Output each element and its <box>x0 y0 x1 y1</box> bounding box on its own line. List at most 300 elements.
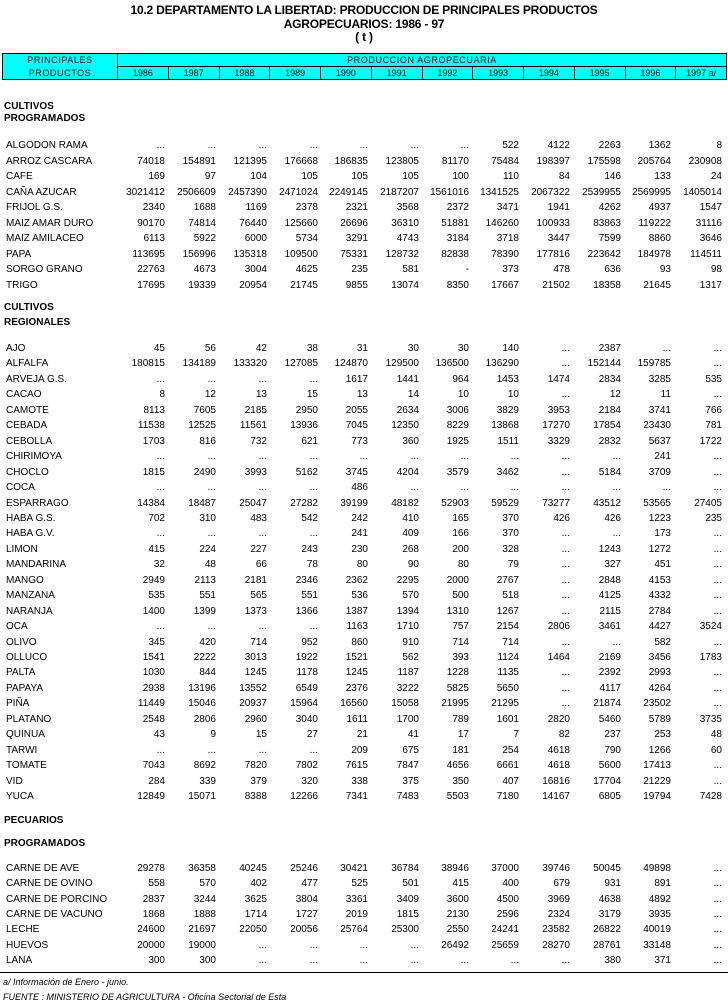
production-value: 4153 <box>648 575 671 586</box>
production-value: 1317 <box>699 280 722 291</box>
production-value: 4937 <box>648 202 671 213</box>
production-value: 81170 <box>441 156 469 167</box>
production-value: 350 <box>452 776 469 787</box>
production-value: 536 <box>351 590 368 601</box>
production-value: 2378 <box>295 202 318 213</box>
production-value: 48182 <box>391 498 419 509</box>
production-value: ... <box>309 451 318 462</box>
production-value: 371 <box>654 955 671 966</box>
production-value: 525 <box>351 878 368 889</box>
product-name: LANA <box>6 955 33 966</box>
production-value: 2993 <box>648 667 671 678</box>
production-value: 21229 <box>643 776 671 787</box>
production-value: 732 <box>250 436 267 447</box>
production-value: 43 <box>153 729 165 740</box>
production-value: 25246 <box>290 863 318 874</box>
production-value: 451 <box>654 559 671 570</box>
production-value: 133320 <box>233 358 267 369</box>
production-value: 15 <box>255 729 267 740</box>
production-value: 3040 <box>295 714 318 725</box>
production-value: 2187207 <box>380 187 419 198</box>
production-value: ... <box>612 637 621 648</box>
product-name: MANGO <box>6 575 44 586</box>
production-value: 7599 <box>598 233 621 244</box>
production-value: 1245 <box>244 667 267 678</box>
production-value: 284 <box>148 776 165 787</box>
product-name: PALTA <box>6 667 36 678</box>
production-value: ... <box>207 621 216 632</box>
production-value: 146 <box>604 171 621 182</box>
footnote-source: FUENTE : MINISTERIO DE AGRICULTURA - Oficina Sectorial de Esta <box>3 992 287 1002</box>
production-value: 80 <box>356 559 368 570</box>
production-value: ... <box>561 575 570 586</box>
production-value: 18487 <box>188 498 216 509</box>
production-value: 380 <box>604 955 621 966</box>
production-value: 169 <box>148 171 165 182</box>
table-row <box>0 449 728 464</box>
production-value: 27405 <box>694 498 722 509</box>
production-value: 3006 <box>446 405 469 416</box>
production-value: 2249145 <box>329 187 368 198</box>
production-value: 2960 <box>244 714 267 725</box>
table-row <box>0 743 728 758</box>
product-name: CAFE <box>6 171 33 182</box>
production-value: 1394 <box>396 606 419 617</box>
production-value: 1925 <box>446 436 469 447</box>
production-value: 12350 <box>391 420 419 431</box>
production-value: 20056 <box>290 924 318 935</box>
production-value: 1362 <box>648 140 671 151</box>
production-value: 23582 <box>542 924 570 935</box>
production-value: 3804 <box>295 894 318 905</box>
production-value: ... <box>460 140 469 151</box>
product-name: CEBADA <box>6 420 48 431</box>
production-value: 3456 <box>648 652 671 663</box>
production-value: 328 <box>502 544 519 555</box>
production-value: 2596 <box>496 909 519 920</box>
production-value: 3462 <box>496 467 519 478</box>
production-value: ... <box>713 667 722 678</box>
production-value: 17695 <box>137 280 165 291</box>
header-year: 1986 <box>132 68 153 78</box>
production-value: 74814 <box>188 218 216 229</box>
production-value: 3471 <box>496 202 519 213</box>
product-name: LECHE <box>6 924 40 935</box>
production-value: 25659 <box>491 940 519 951</box>
production-value: 184978 <box>637 249 671 260</box>
production-value: 4625 <box>295 264 318 275</box>
production-value: 2834 <box>598 374 621 385</box>
product-name: ARROZ CASCARA <box>6 156 93 167</box>
production-value: 407 <box>502 776 519 787</box>
production-value: ... <box>309 374 318 385</box>
production-value: ... <box>561 667 570 678</box>
production-value: 19000 <box>188 940 216 951</box>
production-value: 11561 <box>239 420 267 431</box>
production-value: 400 <box>502 878 519 889</box>
production-value: 90 <box>407 559 419 570</box>
production-value: 43512 <box>593 498 621 509</box>
product-name: TARWI <box>6 745 38 756</box>
production-value: 15964 <box>290 698 318 709</box>
production-value: 26696 <box>340 218 368 229</box>
production-value: 22050 <box>239 924 267 935</box>
section-title: REGIONALES <box>4 317 71 328</box>
production-value: 4500 <box>496 894 519 905</box>
production-value: 110 <box>503 171 519 182</box>
production-value: 3409 <box>396 894 419 905</box>
production-value: 2848 <box>598 575 621 586</box>
production-value: 146260 <box>485 218 519 229</box>
product-name: NARANJA <box>6 606 53 617</box>
production-value: ... <box>410 955 419 966</box>
production-value: 1228 <box>446 667 469 678</box>
production-value: 5922 <box>193 233 216 244</box>
production-value: 3735 <box>699 714 722 725</box>
production-value: 79 <box>507 559 519 570</box>
production-value: 119222 <box>638 218 671 229</box>
production-value: 1868 <box>142 909 165 920</box>
production-value: 3745 <box>345 467 368 478</box>
header-year: 1995 <box>574 67 625 79</box>
production-value: 127085 <box>284 358 318 369</box>
production-value: 21295 <box>491 698 519 709</box>
production-value: 30 <box>407 343 419 354</box>
table-row <box>0 542 728 557</box>
production-value: 11449 <box>137 698 165 709</box>
table-row <box>0 774 728 789</box>
production-value: 501 <box>402 878 419 889</box>
production-value: 13936 <box>290 420 318 431</box>
production-value: 13074 <box>391 280 419 291</box>
production-value: 14167 <box>542 791 570 802</box>
table-row <box>0 341 728 356</box>
production-value: 3291 <box>345 233 368 244</box>
production-value: 1267 <box>496 606 519 617</box>
production-value: ... <box>713 909 722 920</box>
production-value: 1441 <box>396 374 419 385</box>
production-value: 2938 <box>142 683 165 694</box>
production-value: 3969 <box>547 894 570 905</box>
production-value: 360 <box>402 436 419 447</box>
production-value: 200 <box>452 544 469 555</box>
production-value: 790 <box>604 745 621 756</box>
production-value: 129500 <box>385 358 419 369</box>
production-value: 816 <box>199 436 216 447</box>
production-value: 1405014 <box>683 187 722 198</box>
production-value: 1561016 <box>430 187 469 198</box>
production-value: 241 <box>654 451 671 462</box>
production-value: 84 <box>558 171 570 182</box>
table-header <box>2 53 727 80</box>
production-value: 28761 <box>593 940 621 951</box>
production-value: 13 <box>255 389 267 400</box>
production-value: 2295 <box>396 575 419 586</box>
production-value: 500 <box>452 590 469 601</box>
table-row <box>0 154 728 169</box>
production-value: 714 <box>502 637 519 648</box>
production-value: 379 <box>250 776 267 787</box>
production-value: 1366 <box>295 606 318 617</box>
production-value: 36310 <box>391 218 419 229</box>
production-value: 338 <box>351 776 368 787</box>
production-value: 175598 <box>587 156 621 167</box>
production-value: 224 <box>199 544 216 555</box>
production-value: 30 <box>457 343 469 354</box>
production-value: 4638 <box>598 894 621 905</box>
production-value: ... <box>713 894 722 905</box>
production-value: 25300 <box>391 924 419 935</box>
product-name: MAIZ AMAR DURO <box>6 218 94 229</box>
production-value: 60 <box>710 745 722 756</box>
header-year: 1996 <box>625 67 676 79</box>
production-value: 5184 <box>598 467 621 478</box>
production-value: 1703 <box>142 436 165 447</box>
production-value: 17704 <box>593 776 621 787</box>
product-name: PAPA <box>6 249 32 260</box>
production-value: 241 <box>351 528 368 539</box>
production-value: 570 <box>402 590 419 601</box>
production-value: 51881 <box>441 218 469 229</box>
production-value: 17854 <box>593 420 621 431</box>
production-value: 483 <box>250 513 267 524</box>
production-value: 773 <box>351 436 368 447</box>
product-name: ARVEJA G.S. <box>6 374 67 385</box>
product-name: MAIZ AMILACEO <box>6 233 84 244</box>
production-value: 4427 <box>648 621 671 632</box>
production-value: ... <box>207 482 216 493</box>
production-value: ... <box>309 621 318 632</box>
production-value: 2837 <box>142 894 165 905</box>
production-value: 375 <box>402 776 419 787</box>
production-value: ... <box>309 745 318 756</box>
production-value: 105 <box>301 171 318 182</box>
production-value: 1464 <box>547 652 570 663</box>
production-value: ... <box>156 482 165 493</box>
production-value: 3244 <box>193 894 216 905</box>
production-value: 891 <box>654 878 671 889</box>
production-value: 33148 <box>643 940 671 951</box>
table-row <box>0 557 728 572</box>
production-value: 931 <box>604 878 621 889</box>
production-value: 3285 <box>648 374 671 385</box>
production-value: ... <box>510 451 519 462</box>
product-name: CARNE DE AVE <box>6 863 80 874</box>
product-name: PAPAYA <box>6 683 44 694</box>
product-name: FRIJOL G.S. <box>6 202 63 213</box>
product-name: CACAO <box>6 389 42 400</box>
production-value: ... <box>713 451 722 462</box>
product-name: CARNE DE OVINO <box>6 878 93 889</box>
production-value: 1243 <box>598 544 621 555</box>
production-value: 2506609 <box>177 187 216 198</box>
production-value: ... <box>713 343 722 354</box>
production-value: 209 <box>351 745 368 756</box>
header-year: 1990 <box>320 67 371 79</box>
production-value: 140 <box>502 343 519 354</box>
production-value: ... <box>713 467 722 478</box>
production-value: 12 <box>609 389 621 400</box>
header-year: 1994 <box>523 67 574 79</box>
production-value: 4673 <box>193 264 216 275</box>
production-value: 227 <box>250 544 267 555</box>
table-row <box>0 922 728 937</box>
production-value: ... <box>207 528 216 539</box>
production-value: 1400 <box>142 606 165 617</box>
production-value: 345 <box>148 637 165 648</box>
table-row <box>0 665 728 680</box>
production-value: ... <box>713 358 722 369</box>
production-value: 6000 <box>244 233 267 244</box>
production-value: ... <box>561 590 570 601</box>
production-value: 24 <box>710 171 722 182</box>
production-value: 2548 <box>142 714 165 725</box>
production-value: ... <box>258 374 267 385</box>
production-value: 1373 <box>244 606 267 617</box>
production-value: 8229 <box>446 420 469 431</box>
production-value: 964 <box>452 374 469 385</box>
production-value: 1310 <box>446 606 469 617</box>
production-value: ... <box>561 698 570 709</box>
production-value: 38 <box>306 343 318 354</box>
production-value: 3568 <box>396 202 419 213</box>
product-name: QUINUA <box>6 729 45 740</box>
table-row <box>0 247 728 262</box>
table-row <box>0 635 728 650</box>
production-value: 2950 <box>295 405 318 416</box>
production-value: 8113 <box>143 405 165 416</box>
production-value: 7820 <box>244 760 267 771</box>
product-name: MANZANA <box>6 590 55 601</box>
production-value: ... <box>460 482 469 493</box>
product-name: CAÑA AZUCAR <box>6 187 77 198</box>
production-value: ... <box>713 955 722 966</box>
production-value: 31 <box>356 343 368 354</box>
production-value: 1030 <box>142 667 165 678</box>
production-value: 254 <box>502 745 519 756</box>
production-value: 23502 <box>643 698 671 709</box>
production-value: ... <box>207 140 216 151</box>
production-value: 3184 <box>446 233 469 244</box>
production-value: ... <box>713 482 722 493</box>
production-value: 5650 <box>496 683 519 694</box>
production-value: 38946 <box>441 863 469 874</box>
production-value: 4122 <box>547 140 570 151</box>
production-value: 478 <box>553 264 570 275</box>
product-name: CEBOLLA <box>6 436 53 447</box>
production-value: 13552 <box>239 683 267 694</box>
product-name: CHOCLO <box>6 467 49 478</box>
production-value: 73277 <box>542 498 570 509</box>
production-value: 154891 <box>182 156 216 167</box>
production-value: ... <box>713 544 722 555</box>
production-value: 17 <box>457 729 469 740</box>
production-value: 4618 <box>547 745 570 756</box>
production-value: 49898 <box>643 863 671 874</box>
title-units: ( t ) <box>355 30 373 44</box>
production-value: 11 <box>660 389 671 400</box>
production-value: 2949 <box>142 575 165 586</box>
production-value: 1815 <box>396 909 419 920</box>
table-row <box>0 200 728 215</box>
production-value: 3361 <box>345 894 368 905</box>
production-value: 82 <box>558 729 570 740</box>
production-value: 2115 <box>599 606 621 617</box>
production-value: 1617 <box>345 374 368 385</box>
production-value: 2806 <box>547 621 570 632</box>
production-value: ... <box>561 343 570 354</box>
production-value: 180815 <box>131 358 165 369</box>
production-value: 621 <box>301 436 318 447</box>
production-value: 2185 <box>244 405 267 416</box>
production-value: 243 <box>301 544 318 555</box>
production-value: 11538 <box>137 420 165 431</box>
production-value: 2055 <box>345 405 368 416</box>
production-value: 39199 <box>340 498 368 509</box>
production-value: 2263 <box>598 140 621 151</box>
production-value: 181 <box>452 745 469 756</box>
production-value: ... <box>561 358 570 369</box>
production-value: 420 <box>199 637 216 648</box>
production-value: ... <box>258 940 267 951</box>
production-value: ... <box>713 528 722 539</box>
production-value: 844 <box>199 667 216 678</box>
production-value: 136290 <box>485 358 519 369</box>
production-value: 37000 <box>491 863 519 874</box>
production-value: 36784 <box>391 863 419 874</box>
production-value: 7341 <box>345 791 368 802</box>
production-value: 6549 <box>295 683 318 694</box>
production-value: 1727 <box>295 909 318 920</box>
table-row <box>0 480 728 495</box>
production-value: 565 <box>250 590 267 601</box>
production-value: 402 <box>250 878 267 889</box>
production-value: 3222 <box>396 683 419 694</box>
product-name: OLIVO <box>6 637 37 648</box>
production-value: 20000 <box>137 940 165 951</box>
production-value: ... <box>460 451 469 462</box>
production-value: 1272 <box>648 544 671 555</box>
production-value: 339 <box>199 776 216 787</box>
production-value: 15071 <box>188 791 216 802</box>
production-value: 235 <box>705 513 722 524</box>
production-value: ... <box>713 606 722 617</box>
production-value: 39746 <box>542 863 570 874</box>
production-value: 1163 <box>346 621 368 632</box>
production-value: 268 <box>402 544 419 555</box>
production-value: ... <box>410 940 419 951</box>
table-row <box>0 434 728 449</box>
production-value: 19794 <box>643 791 671 802</box>
header-year: 1992 <box>422 67 473 79</box>
production-value: ... <box>662 343 671 354</box>
production-value: 41 <box>407 729 419 740</box>
production-value: 2019 <box>345 909 368 920</box>
production-value: 860 <box>351 637 368 648</box>
product-name: ALGODON RAMA <box>6 140 88 151</box>
production-value: 3829 <box>496 405 519 416</box>
production-value: 2539955 <box>582 187 621 198</box>
production-value: 3524 <box>699 621 722 632</box>
production-value: ... <box>258 451 267 462</box>
production-value: 12849 <box>137 791 165 802</box>
production-value: ... <box>410 482 419 493</box>
production-value: 1169 <box>245 202 267 213</box>
production-value: 83863 <box>593 218 621 229</box>
table-row <box>0 938 728 953</box>
section-title: PECUARIOS <box>4 815 64 826</box>
table-row <box>0 907 728 922</box>
